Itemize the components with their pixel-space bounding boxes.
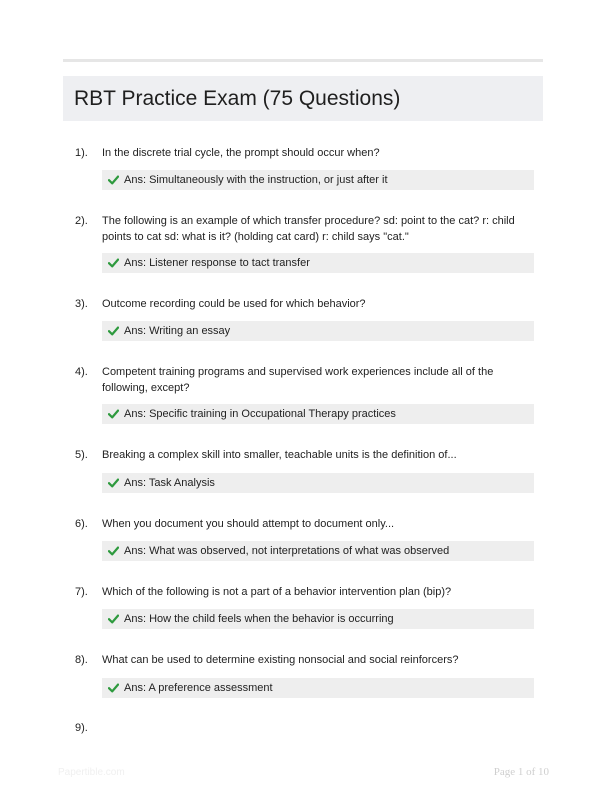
check-icon (108, 478, 119, 488)
answer-text: Ans: Task Analysis (124, 477, 215, 489)
check-icon (108, 326, 119, 336)
question-number: 8). (75, 654, 88, 666)
question-number: 3). (75, 298, 88, 310)
top-divider (63, 59, 543, 62)
page-indicator: Page 1 of 10 (493, 766, 549, 778)
question-number: 7). (75, 586, 88, 598)
answer-box (102, 678, 534, 698)
question-text: The following is an example of which transfer procedure? sd: point to the cat? r: child points to cat sd: what is it? (holding cat card) r: child says "cat." (102, 215, 515, 243)
answer-box (102, 609, 534, 629)
question-text: Outcome recording could be used for which behavior? (102, 298, 366, 310)
check-icon (108, 409, 119, 419)
question-text: When you document you should attempt to document only... (102, 518, 395, 530)
question-number: 4). (75, 366, 88, 378)
answer-text: Ans: Specific training in Occupational Therapy practices (124, 408, 396, 420)
answer-text: Ans: Writing an essay (124, 325, 231, 337)
answer-text: Ans: Listener response to tact transfer (124, 257, 310, 269)
answer-text: Ans: Simultaneously with the instruction, or just after it (124, 174, 388, 186)
answer-text: Ans: What was observed, not interpretations of what was observed (124, 545, 450, 557)
answer-box (102, 473, 534, 493)
question-number: 9). (75, 722, 88, 734)
check-icon (108, 175, 119, 185)
question-number: 2). (75, 215, 88, 227)
answer-box (102, 321, 534, 341)
check-icon (108, 546, 119, 556)
question-text: Which of the following is not a part of a behavior intervention plan (bip)? (102, 586, 452, 598)
question-number: 1). (75, 147, 88, 159)
page-title: RBT Practice Exam (75 Questions) (74, 86, 401, 110)
question-number: 6). (75, 518, 88, 530)
check-icon (108, 258, 119, 268)
watermark: Papertible.com (58, 767, 125, 778)
title-banner (63, 76, 543, 121)
answer-box (102, 253, 534, 273)
check-icon (108, 614, 119, 624)
answer-text: Ans: How the child feels when the behavior is occurring (124, 613, 394, 625)
question-number: 5). (75, 449, 88, 461)
answer-box (102, 404, 534, 424)
answer-text: Ans: A preference assessment (124, 682, 273, 694)
question-text: Competent training programs and supervised work experiences include all of the following, except? (102, 366, 494, 394)
answer-box (102, 170, 534, 190)
question-text: Breaking a complex skill into smaller, teachable units is the definition of... (102, 449, 457, 461)
question-text: What can be used to determine existing nonsocial and social reinforcers? (102, 654, 459, 666)
question-text: In the discrete trial cycle, the prompt should occur when? (102, 147, 380, 159)
check-icon (108, 683, 119, 693)
answer-box (102, 541, 534, 561)
